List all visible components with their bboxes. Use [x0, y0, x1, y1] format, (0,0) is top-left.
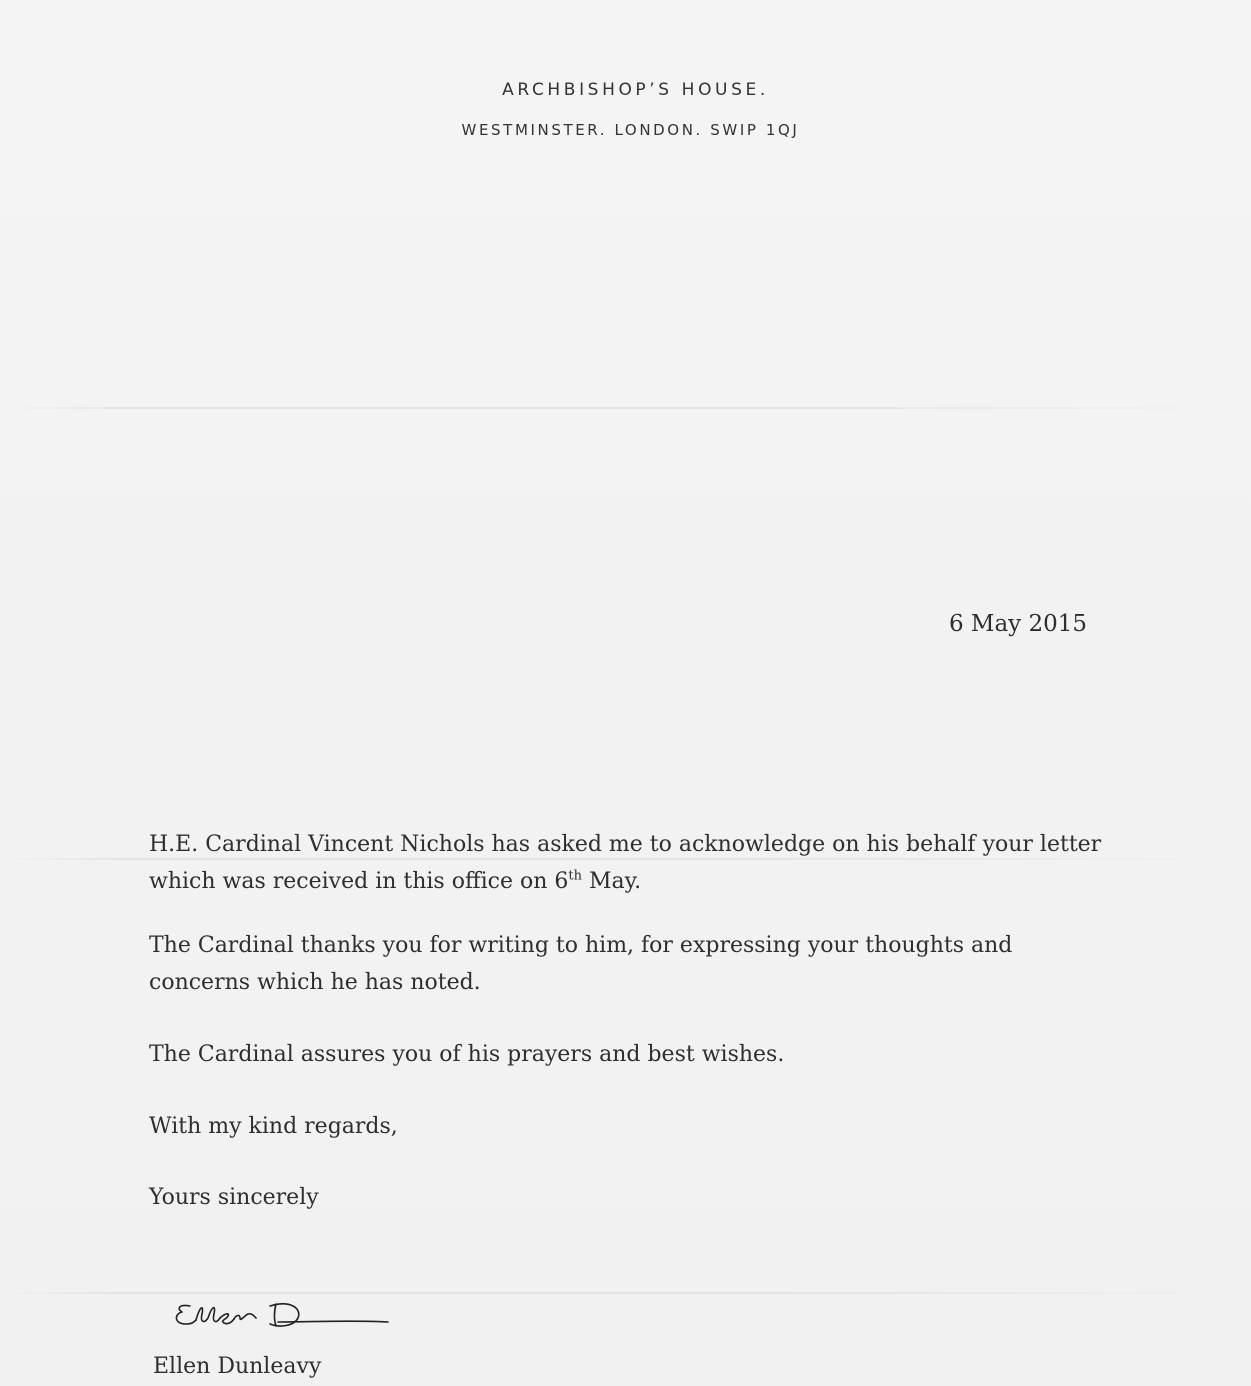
letter-date: 6 May 2015: [948, 611, 1087, 637]
paper-fold-line: [0, 407, 1251, 409]
paragraph-acknowledgement: [149, 826, 1109, 900]
closing-regards: With my kind regards,: [149, 1114, 398, 1139]
paper-fold-line: [0, 1292, 1251, 1294]
signatory-name: Ellen Dunleavy: [153, 1354, 322, 1379]
paragraph-acknowledgement-end: May.: [581, 869, 642, 894]
letterhead-title: ARCHBISHOP’S HOUSE.: [502, 80, 769, 100]
paragraph-prayers: The Cardinal assures you of his prayers and best wishes.: [149, 1042, 785, 1067]
closing-sincerely: Yours sincerely: [149, 1185, 319, 1210]
ordinal-suffix: th: [568, 868, 582, 884]
paragraph-thanks: The Cardinal thanks you for writing to him, for expressing your thoughts and concerns which he has noted.: [149, 933, 1013, 995]
paragraph-acknowledgement-text: H.E. Cardinal Vincent Nichols has asked me to acknowledge on his behalf your letter which was received in this office on 6: [149, 832, 1102, 894]
handwritten-signature: [170, 1296, 395, 1336]
letterhead-address: WESTMINSTER. LONDON. SWIP 1QJ: [461, 121, 800, 139]
